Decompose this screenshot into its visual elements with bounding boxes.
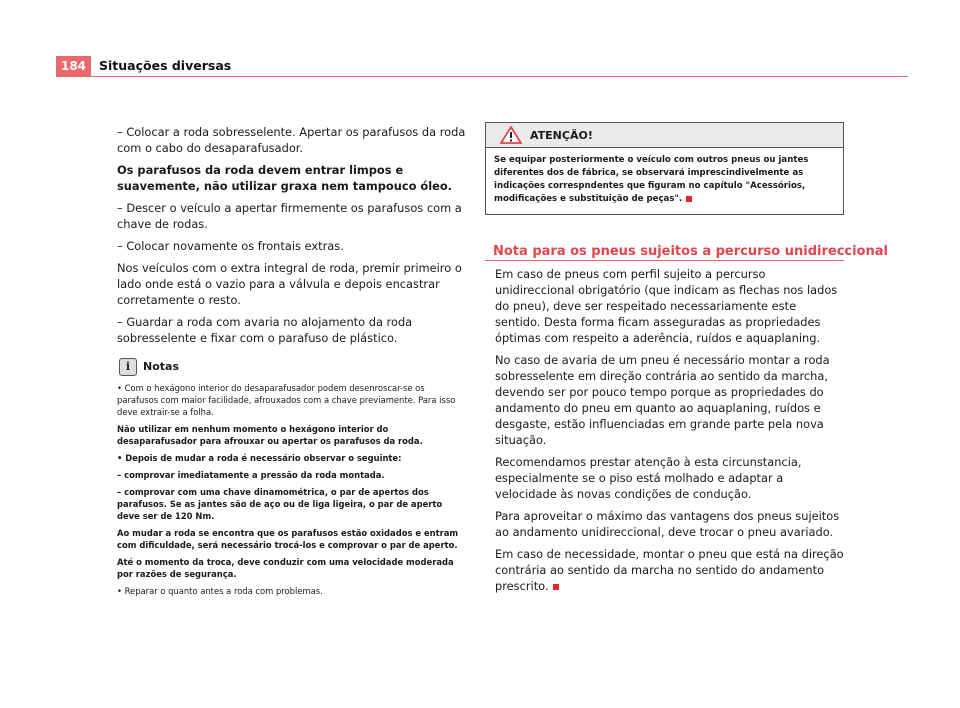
paragraph: No caso de avaria de um pneu é necessário montar a roda sobresselente em direção contrária ao sentido da marcha, devendo ser por pouco tempo porque as propriedades do andamento do pneu em quanto ao aquaplaning, ruídos e desgaste, estão influenciadas em grande parte pela nova situação. [495,353,830,447]
note-item: – comprovar imediatamente a pressão da roda montada. [117,470,385,480]
note-item: Ao mudar a roda se encontra que os parafusos estão oxidados e entram com dificuldade, será necessário trocá-los e comprovar o par de aperto. [117,528,459,550]
warning-header [486,123,843,148]
warning-title: ATENÇÃO! [530,128,593,142]
right-column [495,266,845,600]
paragraph-bold: Os parafusos da roda devem entrar limpos e suavemente, não utilizar graxa nem tampouco óleo. [117,163,453,193]
section-title: Situações diversas [99,58,232,73]
info-icon: i [119,358,137,376]
notes-label: Notas [143,360,179,373]
note-item: • Depois de mudar a roda é necessário observar o seguinte: [117,453,402,463]
warning-triangle-icon [500,126,522,144]
paragraph: Nos veículos com o extra integral de roda, premir primeiro o lado onde está o vazio para a válvula e depois encastrar corretamente o resto. [117,261,462,307]
header-rule [56,76,908,77]
note-item: Até o momento da troca, deve conduzir com uma velocidade moderada por razões de segurança. [117,557,454,579]
warning-body [486,148,843,206]
notes-header [117,358,467,376]
page-number: 184 [56,56,91,76]
paragraph-text: Em caso de necessidade, montar o pneu que está na direção contrária ao sentido da marcha no sentido do andamento prescrito. [495,547,844,593]
note-item: • Reparar o quanto antes a roda com problemas. [117,586,323,596]
note-item: Não utilizar em nenhum momento o hexágono interior do desaparafusador para afrouxar ou apertar os parafusos da roda. [117,424,423,446]
end-mark-icon [686,196,692,202]
paragraph: – Descer o veículo a apertar firmemente os parafusos com a chave de rodas. [117,201,462,231]
paragraph: Recomendamos prestar atenção à esta circunstancia, especialmente se o piso está molhado e adaptar a velocidade às novas condições de condução. [495,455,802,501]
paragraph: – Guardar a roda com avaria no alojamento da roda sobresselente e fixar com o parafuso de plástico. [117,315,413,345]
warning-text: Se equipar posteriormente o veículo com outros pneus ou jantes diferentes dos de fábrica, se observará imprescindivelmente as indicações correspndentes que figuram no capítulo "Acessórios, modificações e substituição de peças". [494,155,809,204]
note-item: • Com o hexágono interior do desaparafusador podem desenroscar-se os parafusos com maior facilidade, afrouxados com a chave previamente. Para isso deve extrair-se a folha. [117,383,456,417]
subsection-rule [485,260,844,261]
paragraph: – Colocar novamente os frontais extras. [117,239,344,253]
paragraph-last [495,546,845,594]
paragraph: Em caso de pneus com perfil sujeito a percurso unidireccional obrigatório (que indicam as flechas nos lados do pneu), deve ser respeitado necessariamente este sentido. Desta forma ficam asseguradas as propriedades óptimas com respeito a aderência, ruídos e aquaplaning. [495,267,838,345]
paragraph: – Colocar a roda sobresselente. Apertar os parafusos da roda com o cabo do desaparafusador. [117,125,466,155]
end-mark-icon [553,584,559,590]
subsection-heading: Nota para os pneus sujeitos a percurso unidireccional [493,244,888,259]
paragraph: Para aproveitar o máximo das vantagens dos pneus sujeitos ao andamento unidireccional, deve trocar o pneu avariado. [495,509,840,539]
note-item: – comprovar com uma chave dinamométrica, o par de apertos dos parafusos. Se as jantes são de aço ou de liga ligeira, o par de aperto deve ser de 120 Nm. [117,487,443,521]
warning-box [485,122,844,215]
left-column [117,124,467,602]
notes-list [117,382,467,597]
